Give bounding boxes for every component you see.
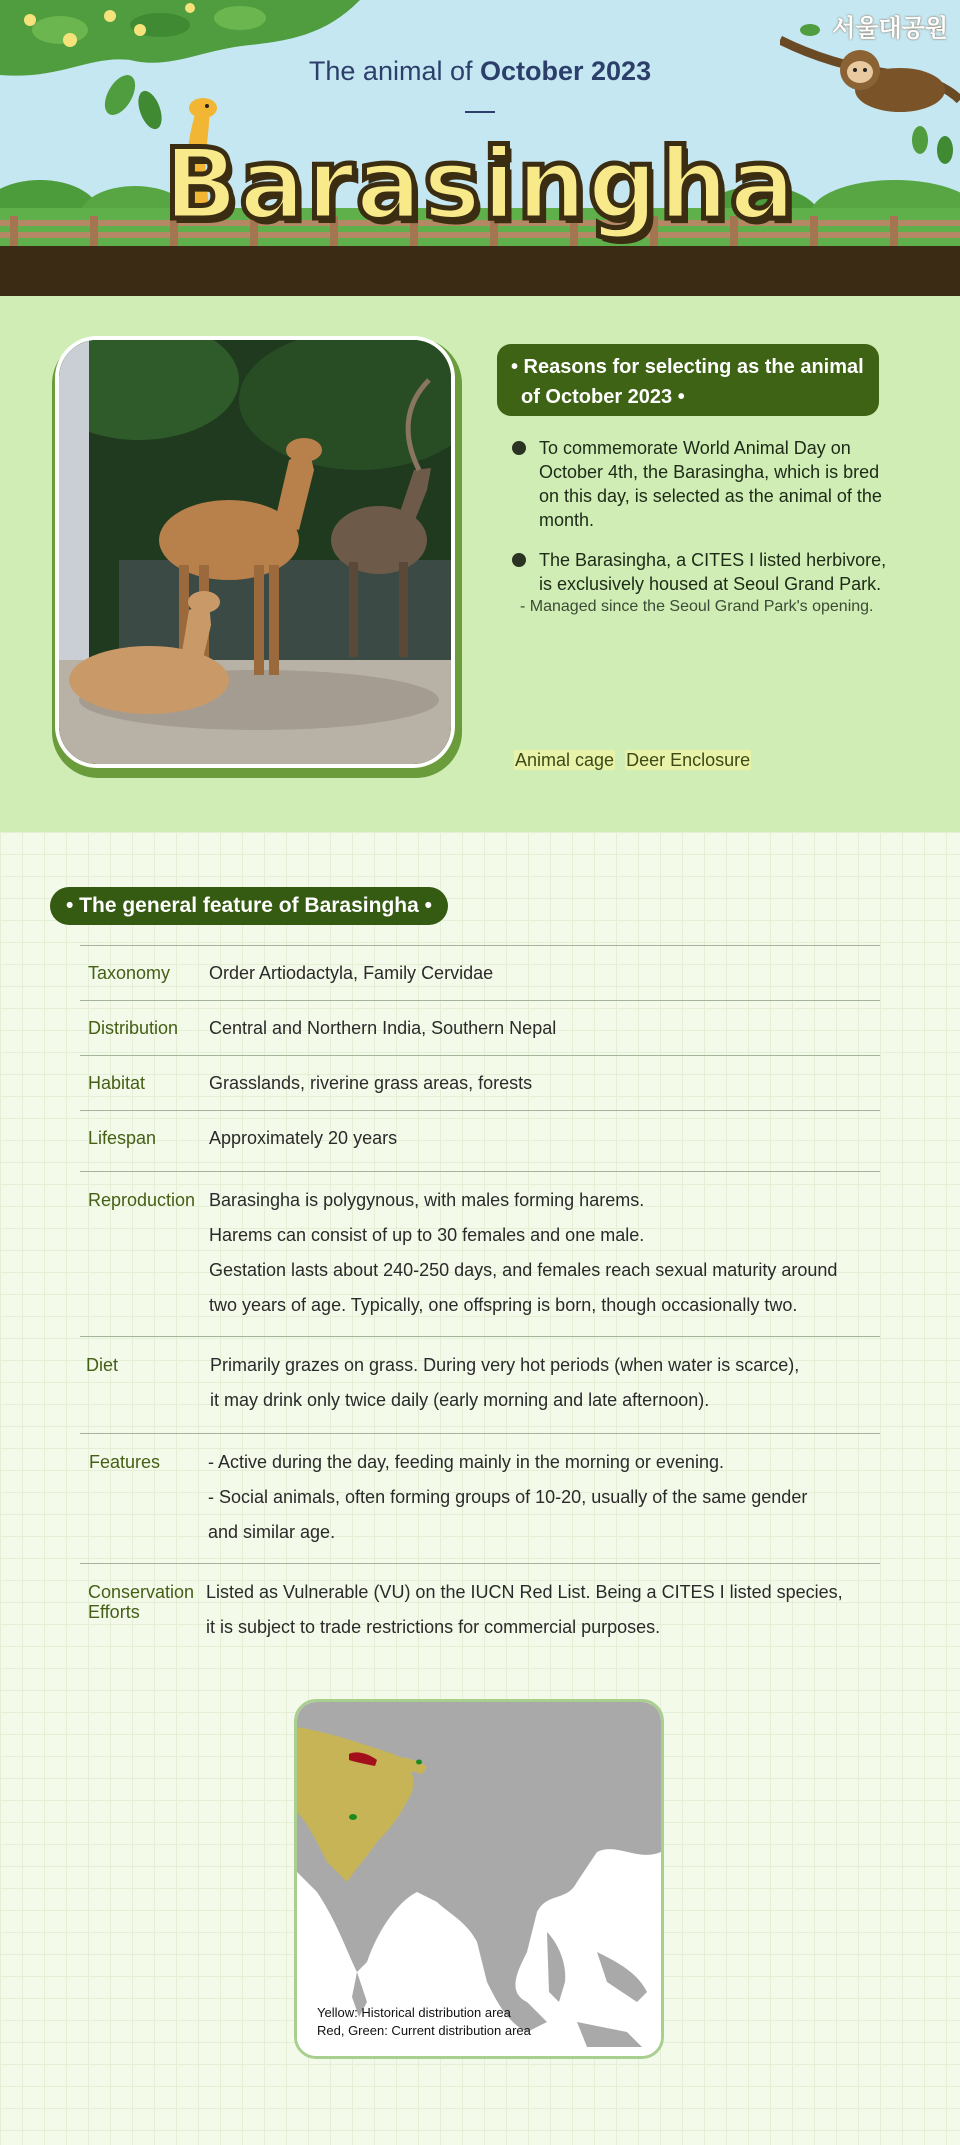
map-legend bbox=[317, 2004, 531, 2040]
bullet-dot-icon bbox=[512, 441, 526, 455]
table-row bbox=[80, 945, 880, 1000]
row-key: Features bbox=[89, 1452, 161, 1472]
row-value: Order Artiodactyla, Family Cervidae bbox=[209, 963, 494, 983]
table-row bbox=[80, 1336, 880, 1433]
reasons-title-line1: • Reasons for selecting as the animal bbox=[511, 356, 864, 378]
row-value: Central and Northern India, Southern Nepal bbox=[209, 1018, 557, 1038]
page-title: Barasingha bbox=[163, 128, 797, 242]
subtitle-divider bbox=[465, 111, 495, 113]
header-banner bbox=[0, 0, 960, 296]
table-row bbox=[80, 1055, 880, 1110]
ground-strip bbox=[0, 246, 960, 296]
row-value: Grasslands, riverine grass areas, forests bbox=[209, 1073, 533, 1093]
management-note: - Managed since the Seoul Grand Park's opening. bbox=[520, 598, 874, 615]
table-row bbox=[80, 1563, 880, 1663]
table-row bbox=[80, 1000, 880, 1055]
cage-value: Deer Enclosure bbox=[626, 750, 751, 770]
map-legend-current: Red, Green: Current distribution area bbox=[317, 2023, 531, 2038]
distribution-map bbox=[294, 1699, 664, 2059]
row-value: Primarily grazes on grass. During very hot periods (when water is scarce), it may drink only twice daily (early morning and late afternoon). bbox=[210, 1355, 800, 1410]
map-legend-historical: Yellow: Historical distribution area bbox=[317, 2005, 511, 2020]
table-row bbox=[80, 1171, 880, 1336]
cage-label: Animal cage bbox=[515, 750, 615, 770]
deer-photo-illustration-icon bbox=[59, 340, 451, 764]
list-item: The Barasingha, a CITES I listed herbivore, is exclusively housed at Seoul Grand Park. bbox=[510, 548, 890, 596]
row-key: Distribution bbox=[88, 1018, 179, 1038]
barasingha-photo bbox=[55, 336, 455, 768]
features-title: • The general feature of Barasingha • bbox=[50, 887, 448, 925]
features-table bbox=[80, 945, 880, 1663]
row-key: Taxonomy bbox=[88, 963, 171, 983]
row-value: Barasingha is polygynous, with males forming harems. Harems can consist of up to 30 females and one male. Gestation lasts about 240-250 days, and females reach sexual maturity around two years of age. Typically, one offspring is born, though occasionally two. bbox=[209, 1190, 838, 1315]
reasons-title-box bbox=[497, 344, 879, 416]
animal-cage-info bbox=[514, 750, 751, 771]
table-row bbox=[80, 1110, 880, 1171]
bullet-dot-icon bbox=[512, 553, 526, 567]
row-key: Diet bbox=[86, 1355, 119, 1375]
reasons-list bbox=[510, 436, 890, 612]
asia-map-illustration-icon bbox=[297, 1702, 661, 2056]
row-key: Reproduction bbox=[88, 1190, 196, 1210]
row-value: Approximately 20 years bbox=[209, 1128, 398, 1148]
table-row bbox=[80, 1433, 880, 1563]
row-value: Listed as Vulnerable (VU) on the IUCN Red List. Being a CITES I listed species, it is subject to trade restrictions for commercial purposes. bbox=[206, 1582, 843, 1637]
page-subtitle: The animal of October 2023 bbox=[308, 56, 652, 86]
list-item: To commemorate World Animal Day on October 4th, the Barasingha, which is bred on this day, is selected as the animal of the month. bbox=[510, 436, 890, 532]
row-key: Habitat bbox=[88, 1073, 146, 1093]
reasons-title-line2: of October 2023 • bbox=[521, 386, 685, 408]
row-value: - Active during the day, feeding mainly in the morning or evening. - Social animals, often forming groups of 10-20, usually of the same gender and similar age. bbox=[208, 1452, 808, 1542]
row-key: Lifespan bbox=[88, 1128, 157, 1148]
row-key: Conservation Efforts bbox=[88, 1582, 195, 1622]
seoul-grand-park-logo: 서울대공원 bbox=[832, 14, 948, 42]
